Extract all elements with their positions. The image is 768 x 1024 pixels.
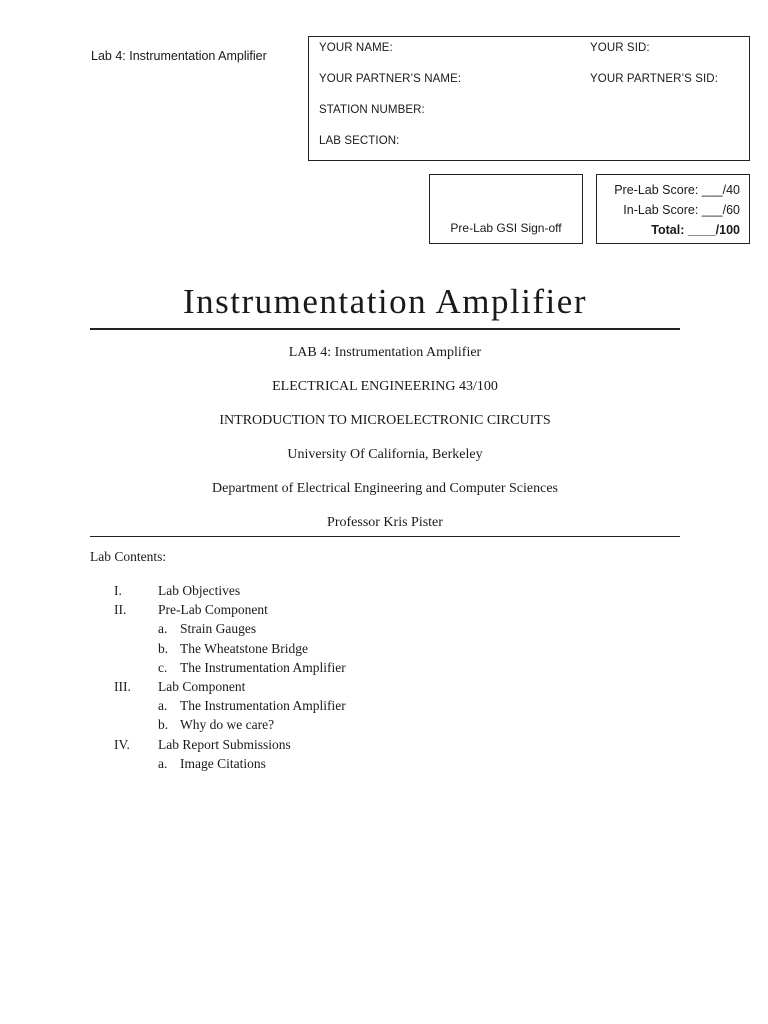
your-name-label: YOUR NAME:: [319, 42, 393, 54]
toc-item-number: a.: [158, 698, 168, 714]
toc-item-text: The Instrumentation Amplifier: [180, 698, 346, 714]
toc-item-number: a.: [158, 621, 168, 637]
toc-item-text: Lab Report Submissions: [158, 736, 291, 752]
toc-item-text: Strain Gauges: [180, 621, 257, 637]
running-head: Lab 4: Instrumentation Amplifier: [91, 49, 267, 63]
subtitle-block: [90, 340, 680, 544]
toc-item-number: a.: [158, 755, 168, 771]
toc-item-text: Why do we care?: [180, 717, 275, 733]
toc-item-text: The Wheatstone Bridge: [180, 640, 308, 656]
subtitle-department: Department of Electrical Engineering and Computer Sciences: [212, 481, 558, 496]
toc-item-text: Lab Component: [158, 678, 246, 694]
contents-heading: Lab Contents:: [90, 549, 167, 564]
partner-sid-label: YOUR PARTNER’S SID:: [590, 73, 718, 85]
toc-subitem: [90, 696, 590, 715]
title-rule: [90, 328, 680, 330]
toc-item-number: II.: [114, 602, 127, 618]
table-of-contents: [90, 581, 590, 773]
toc-subitem: [90, 754, 590, 773]
toc-subitem: [90, 619, 590, 638]
gsi-signoff-box: [429, 174, 583, 244]
toc-subitem: [90, 639, 590, 658]
gsi-signoff-label: Pre-Lab GSI Sign-off: [450, 221, 562, 235]
subtitle-university: University Of California, Berkeley: [287, 447, 483, 462]
station-number-label: STATION NUMBER:: [319, 104, 425, 116]
toc-item: [90, 677, 590, 696]
toc-item-number: IV.: [114, 736, 130, 752]
inlab-score: In-Lab Score: ___/60: [623, 203, 740, 217]
toc-item-text: Pre-Lab Component: [158, 602, 268, 618]
toc-item-number: b.: [158, 640, 169, 656]
total-score: Total: ____/100: [651, 223, 740, 237]
toc-subitem: [90, 658, 590, 677]
toc-item-number: b.: [158, 717, 169, 733]
score-box: [596, 174, 750, 244]
subtitle-course-name: INTRODUCTION TO MICROELECTRONIC CIRCUITS: [219, 413, 551, 428]
your-sid-label: YOUR SID:: [590, 42, 650, 54]
toc-item: [90, 600, 590, 619]
toc-item-text: Image Citations: [180, 755, 266, 771]
lab-section-label: LAB SECTION:: [319, 135, 400, 147]
page-title: Instrumentation Amplifier: [183, 282, 587, 321]
toc-item: [90, 735, 590, 754]
prelab-score: Pre-Lab Score: ___/40: [614, 183, 740, 197]
toc-item: [90, 581, 590, 600]
toc-item-number: III.: [114, 678, 131, 694]
subtitle-professor: Professor Kris Pister: [327, 515, 443, 530]
toc-item-text: The Instrumentation Amplifier: [180, 659, 346, 675]
subtitle-course: ELECTRICAL ENGINEERING 43/100: [272, 379, 498, 394]
toc-item-number: c.: [158, 659, 168, 675]
toc-item-text: Lab Objectives: [158, 583, 241, 598]
partner-name-label: YOUR PARTNER’S NAME:: [319, 73, 462, 85]
student-info-box: [308, 36, 750, 161]
subtitle-rule: [90, 536, 680, 537]
toc-subitem: [90, 715, 590, 734]
subtitle-lab: LAB 4: Instrumentation Amplifier: [288, 345, 482, 360]
toc-item-number: I.: [114, 583, 122, 598]
